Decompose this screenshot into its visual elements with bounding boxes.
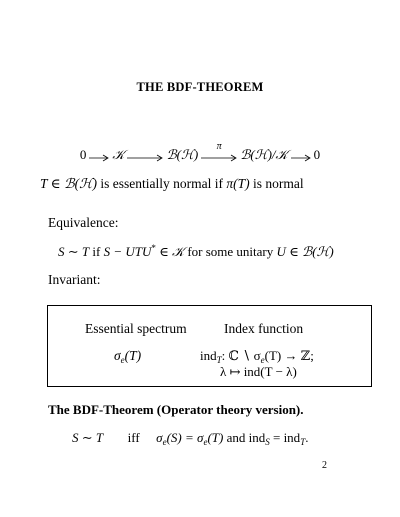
arrow-pi: [200, 141, 238, 163]
index-function-header: Index function: [224, 321, 304, 336]
equivalence-label: Equivalence:: [48, 215, 119, 230]
essential-spectrum-formula: $\sigma_e(T)$: [114, 348, 142, 365]
invariants-box: [47, 305, 372, 387]
seq-calkin-algebra: ℬ(ℋ)/𝒦: [240, 147, 288, 162]
essentially-normal-definition: T ∈ ℬ(ℋ) is essentially normal if π(T) is normal: [40, 176, 304, 191]
invariant-label: Invariant:: [48, 272, 101, 287]
seq-bounded-ops: ℬ(ℋ): [166, 147, 199, 162]
page-number: 2: [322, 460, 327, 471]
seq-zero-left: 0: [79, 147, 87, 162]
seq-zero-right: 0: [313, 147, 321, 162]
index-function-mapping: λ ↦ ind(T − λ): [220, 364, 297, 379]
theorem-heading: The BDF-Theorem (Operator theory version).: [48, 402, 304, 417]
theorem-statement: S ∼ T iff $\sigma_e(S) = \sigma_e(T)$ and ind$_S$ = ind$_T$.: [72, 430, 309, 447]
exact-sequence: [0, 141, 400, 163]
page-title: THE BDF-THEOREM: [136, 80, 264, 94]
pi-label: π: [216, 141, 222, 152]
seq-compact-ops: 𝒦: [112, 147, 125, 162]
equivalence-definition: S ∼ T if S − UTU* ∈ 𝒦 for some unitary U ∈ ℬ(ℋ): [58, 243, 334, 259]
arrow-2: [126, 153, 164, 163]
arrow-1: [88, 153, 110, 163]
arrow-4: [290, 153, 312, 163]
index-function-formula: ind$_T$: ℂ ∖ $\sigma_e(T)$ → ℤ;: [200, 348, 314, 365]
essential-spectrum-header: Essential spectrum: [85, 321, 187, 336]
